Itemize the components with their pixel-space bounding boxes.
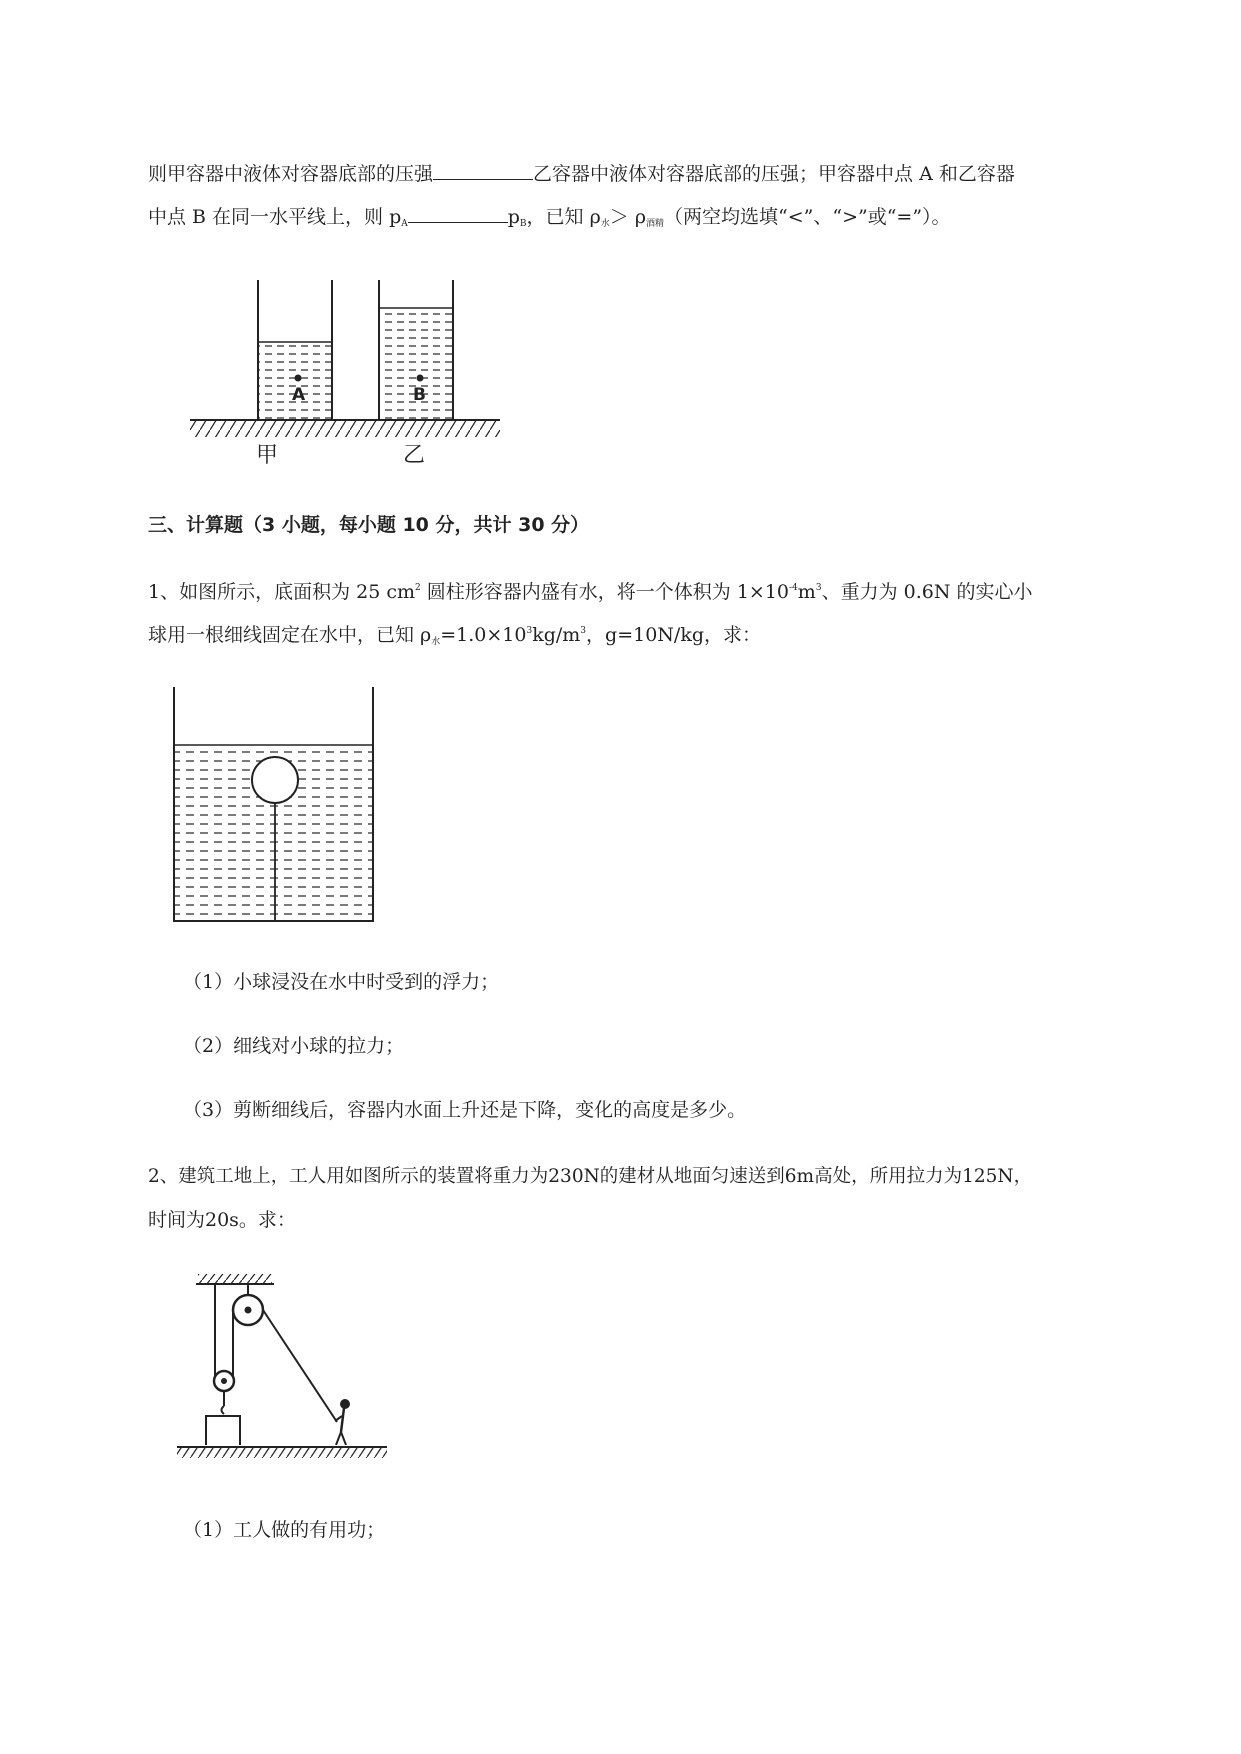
q1-text: 、重力为 0.6N 的实心小 [821,581,1033,603]
q1-sub-1: （1）小球浸没在水中时受到的浮力； [183,971,500,993]
q1-sub-2: （2）细线对小球的拉力； [183,1035,405,1057]
subscript-a: A [401,219,408,229]
superscript: 3 [580,626,587,636]
rope-pull [263,1310,337,1422]
ball [252,757,298,803]
subscript-water: 水 [600,219,610,229]
label-jia: 甲 [256,443,279,468]
q1-sub-3: （3）剪断细线后，容器内水面上升还是下降，变化的高度是多少。 [183,1099,747,1121]
section-heading: 三、计算题（3 小题，每小题 10 分，共计 30 分） [148,514,590,536]
superscript: -4 [789,583,798,593]
q1-text: 球用一根细线固定在水中，已知 ρ [148,624,432,646]
answer-blank-2[interactable] [408,205,508,223]
worker-figure [335,1399,350,1445]
movable-pulley-axle [221,1378,227,1384]
point-b-dot [417,375,424,382]
subscript-b: B [519,219,527,229]
fill-in-text: ，已知 ρ [526,206,601,228]
fill-in-text: 乙容器中液体对容器底部的压强 [533,163,800,185]
load-box [206,1416,240,1445]
q1-text: =1.0×10 [440,624,527,646]
liquid-jia [258,342,332,419]
ground-hatch [190,421,500,437]
point-a-dot [295,375,302,382]
q2-line-1: 2、建筑工地上，工人用如图所示的装置将重力为230N的建材从地面匀速送到6m高处，所用拉力为125N， [148,1166,1033,1187]
fill-in-text: ＞ ρ [609,206,646,228]
fill-in-text: 中点 B 在同一水平线上，则 p [148,206,402,228]
subscript-water: 水 [431,637,441,647]
q1-text: kg/m [532,624,581,646]
q1-text: 圆柱形容器内盛有水，将一个体积为 1×10 [420,581,790,603]
pulley-ground [175,1445,390,1461]
superscript: 3 [526,626,533,636]
q1-line-1 [148,583,1032,602]
point-b-label: B [413,385,426,405]
fill-in-line-2 [148,205,951,229]
q1-text: 1、如图所示，底面积为 25 cm [148,581,416,603]
q1-line-2 [148,626,761,647]
q2-line-2: 时间为20s。求： [148,1209,296,1231]
q1-text: m [797,581,816,603]
answer-blank-1[interactable] [433,162,533,180]
label-yi: 乙 [403,443,426,468]
fixed-pulley-axle [245,1307,252,1314]
pulley-figure [170,1270,395,1445]
containers-figure [180,270,510,470]
q1-text: ，g=10N/kg，求： [586,624,761,646]
hook [222,1406,225,1414]
fill-in-text: 则甲容器中液体对容器底部的压强 [148,163,434,185]
q2-sub-1: （1）工人做的有用功； [183,1519,386,1541]
fill-in-text: ；甲容器中点 A 和乙容器 [799,163,1015,185]
subscript-alcohol: 酒精 [646,219,665,229]
superscript: 2 [415,583,421,593]
point-a-label: A [292,385,306,405]
ceiling-hatch [198,1274,272,1284]
fill-in-text: （两空均选填“<”、“>”或“=”）。 [664,206,951,228]
superscript: 3 [815,583,822,593]
ball-in-water-figure [170,685,385,925]
fill-in-text: p [507,206,520,228]
fill-in-line-1 [148,162,1015,184]
